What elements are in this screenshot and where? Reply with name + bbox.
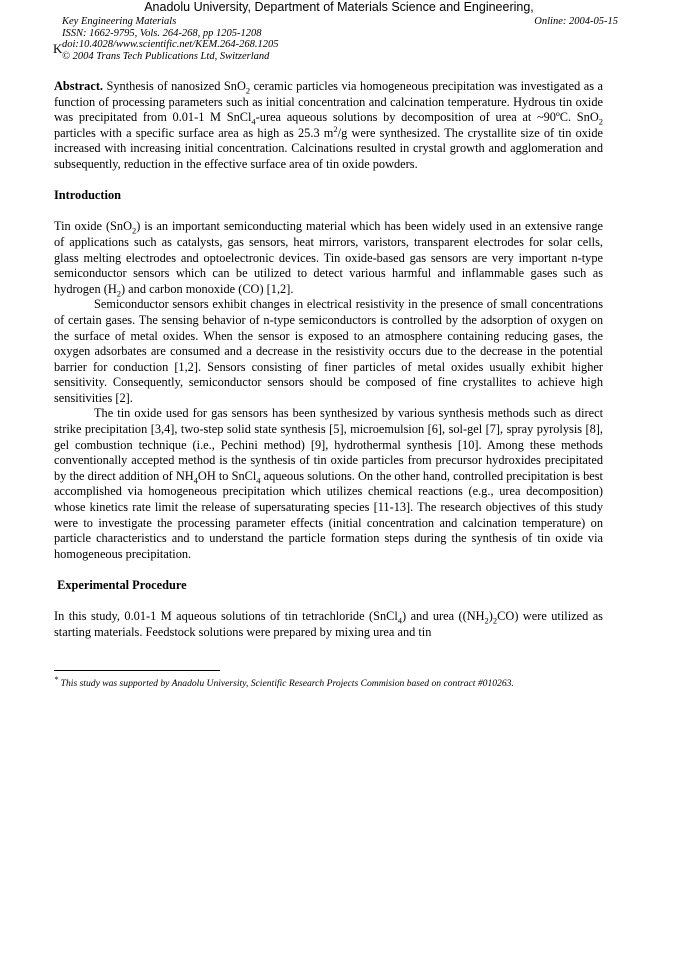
footnote-text: This study was supported by Anadolu University, Scientific Research Projects Commision based on contract #010263. [58,678,514,689]
header-row-1 [62,16,618,28]
abstract-text: particles with a specific surface area as high as 25.3 m [54,125,334,140]
introduction-heading: Introduction [54,188,121,203]
journal-name: Key Engineering Materials [62,16,177,27]
intro-text: The tin oxide used for gas sensors has been synthesized by various synthesis methods such as direct strike precipitation [3,4], two-step solid state synthesis [5], microemulsion [6], sol-gel [7], spray pyrolysis [8], gel combustion technique (i.e., Pechini method) [9], hydrothermal synthesis [10]. Among these methods conventionally accepted method is the synthesis of tin oxide particles from precursor hydroxides precipitated by the direct addition of NH [54,406,603,483]
spacer [54,594,603,610]
experimental-heading-text: Experimental Procedure [57,578,187,592]
abstract-text: ceramic particles via homogeneous precipitation was investigated as a function of processing parameters such as initial concentration and calcination temperature. Hydrous tin oxide was precipitated from 0.01-1 M SnCl [54,79,603,125]
intro-paragraph-3 [54,406,603,562]
experimental-text: ) [488,609,493,624]
subscript: 2 [132,225,137,236]
subscript: 4 [397,615,403,626]
doi-line: doi:10.4028/www.scientific.net/KEM.264-268.1205 [62,39,279,50]
experimental-heading [54,578,603,594]
spacer [54,562,603,578]
experimental-text: In this study, 0.01-1 M aqueous solutions of tin tetrachloride (SnCl [54,609,398,624]
intro-text: aqueous solutions. On the other hand, controlled precipitation is best accomplished via homogeneous precipitation which utilizes chemical reactions (e.g., urea decomposition) whose kinetics rate limit the release of supersaturating species [11-13]. The research objectives of this study were to investigate the processing parameter effects (initial concentration and calcination temperature) on particle characteristics and to understand the particle formation steps during the synthesis of tin oxide via homogeneous precipitation. [54,468,603,561]
intro-text: ) is an important semiconducting material which has been widely used in an extensive range of applications such as catalysts, gas sensors, heat mirrors, varistors, transparent electrodes for solar cells, glass melting electrodes and optoelectronic devices. Tin oxide-based gas sensors are very important n-type semiconductor sensors which can be utilized to detect various harmful and inflammable gases such as hydrogen (H [54,219,603,296]
journal-header [62,16,618,62]
paper-body [54,79,603,640]
copyright-line: © 2004 Trans Tech Publications Ltd, Switzerland [62,50,270,62]
abstract-text: Synthesis of nanosized SnO [103,79,246,93]
experimental-paragraph-1 [54,609,603,640]
subscript: 2 [116,288,121,299]
top-banner: Anadolu University, Department of Materials Science and Engineering, [144,0,534,14]
subscript: 4 [256,475,261,486]
intro-text: ) and carbon monoxide (CO) [1,2]. [120,281,294,296]
intro-text: OH to SnCl [197,468,257,483]
intro-text: Tin oxide (SnO [54,219,133,234]
subscript: 2 [484,615,489,626]
intro-paragraph-1 [54,219,603,297]
abstract-label: Abstract. [54,79,104,93]
abstract-text: -urea aqueous solutions by decomposition of urea at ~90ºC. SnO [255,110,599,125]
subscript: 2 [492,615,498,626]
spacer [54,173,603,189]
spacer [54,204,603,220]
issn-line: ISSN: 1662-9795, Vols. 264-268, pp 1205-1208 [62,27,262,39]
subscript: 4 [251,116,256,127]
experimental-text: ) and urea ((NH [402,609,485,624]
footnote-mark: * [54,673,59,684]
k-mark: K [53,41,63,56]
subscript: 2 [598,116,603,127]
superscript: 2 [333,123,338,134]
subscript: 4 [193,475,198,486]
abstract-paragraph [54,79,603,173]
footnote [54,673,614,690]
footnote-rule [54,670,220,671]
experimental-text: CO) were utilized as starting materials. Feedstock solutions were prepared by mixing urea and tin [54,609,603,639]
abstract-text: /g were synthesized. The crystallite size of tin oxide increased with increasing initial concentration. Calcinations resulted in crystal growth and agglomeration and subsequently, reduction in the effective surface area of tin oxide powders. [54,125,603,171]
online-date: Online: 2004-05-15 [534,16,618,27]
subscript: 2 [245,85,251,96]
intro-paragraph-2: Semiconductor sensors exhibit changes in electrical resistivity in the presence of small concentrations of certain gases. The sensing behavior of n-type semiconductors is controlled by the adsorption of oxygen on the surface of metal oxides. When the sensor is exposed to an atmosphere containing reducing gases, the oxygen adsorbates are consumed and a decrease in the resistivity occurs due to the decrease in the potential barrier for conduction [1,2]. Sensors consisting of finer particles of metal oxides usually exhibit higher sensitivity. Consequently, semiconductor sensors should be composed of fine crystallites to achieve high sensitivities [2]. [54,297,603,405]
